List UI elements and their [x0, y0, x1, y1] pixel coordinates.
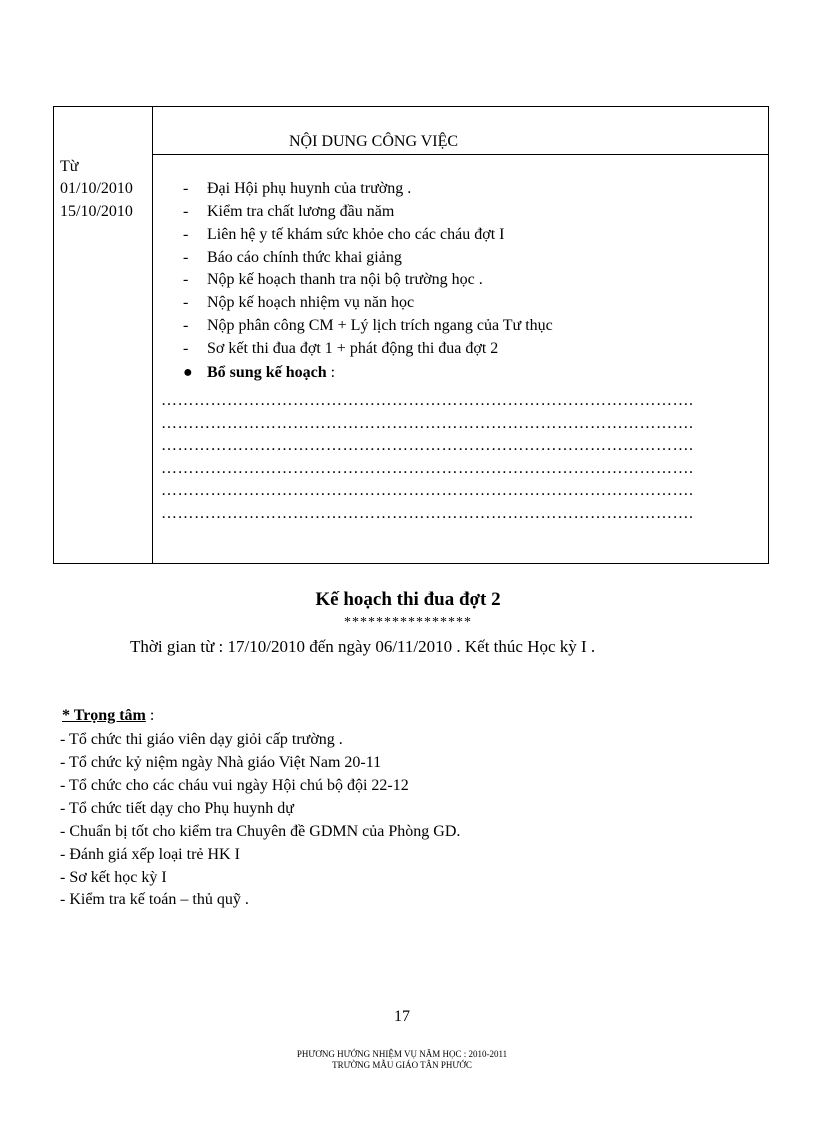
- blank-line: …………………………………………………………………………………….: [161, 460, 694, 477]
- date-end: 15/10/2010: [60, 203, 133, 220]
- task-item: - Nộp phân công CM + Lý lịch trích ngang của Tư thục: [183, 317, 553, 334]
- task-item: - Báo cáo chính thức khai giảng: [183, 249, 402, 266]
- plan-title: Kế hoạch thi đua đợt 2: [315, 589, 501, 610]
- plan-period: Thời gian từ : 17/10/2010 đến ngày 06/11/2010 . Kết thúc Học kỳ I .: [130, 637, 596, 656]
- focus-item: - Đánh giá xếp loại trẻ HK I: [60, 846, 240, 863]
- focus-item: - Chuẩn bị tốt cho kiểm tra Chuyên đề GDMN của Phòng GD.: [60, 823, 461, 840]
- focus-label: * Trọng tâm: [62, 707, 146, 724]
- supplement-item: ● Bổ sung kế hoạch :: [183, 364, 336, 381]
- date-start: 01/10/2010: [60, 180, 133, 197]
- blank-line: …………………………………………………………………………………….: [161, 415, 694, 432]
- blank-line: …………………………………………………………………………………….: [161, 437, 694, 454]
- task-item: - Kiểm tra chất lương đầu năm: [183, 203, 395, 220]
- content-header: NỘI DUNG CÔNG VIỆC: [289, 133, 459, 150]
- focus-heading: * Trọng tâm :: [62, 707, 155, 724]
- task-item: - Nộp kế hoạch thanh tra nội bộ trường học .: [183, 271, 483, 288]
- blank-line: …………………………………………………………………………………….: [161, 482, 694, 499]
- content-header-cell: [153, 107, 768, 155]
- focus-item: - Tổ chức cho các cháu vui ngày Hội chú bộ đội 22-12: [60, 777, 409, 794]
- task-item: - Liên hệ y tế khám sức khỏe cho các cháu đợt I: [183, 226, 505, 243]
- title-stars: ****************: [344, 615, 472, 630]
- blank-line: …………………………………………………………………………………….: [161, 505, 694, 522]
- task-item: - Sơ kết thi đua đợt 1 + phát động thi đua đợt 2: [183, 340, 499, 357]
- page-number: 17: [394, 1008, 410, 1025]
- focus-item: - Tổ chức tiết dạy cho Phụ huynh dự: [60, 800, 294, 817]
- supplement-label: Bổ sung kế hoạch: [207, 364, 327, 381]
- date-column: [54, 107, 153, 563]
- schedule-table: [53, 106, 769, 564]
- focus-item: - Tổ chức kỷ niệm ngày Nhà giáo Việt Nam 20-11: [60, 754, 382, 771]
- focus-item: - Kiểm tra kế toán – thủ quỹ .: [60, 891, 249, 908]
- task-item: - Nộp kế hoạch nhiệm vụ năn học: [183, 294, 415, 311]
- bullet-icon: ●: [183, 364, 193, 381]
- date-from-label: Từ: [60, 158, 79, 175]
- content-column: [153, 107, 768, 563]
- blank-line: …………………………………………………………………………………….: [161, 392, 694, 409]
- task-item: - Đại Hội phụ huynh của trường .: [183, 180, 412, 197]
- focus-item: - Tổ chức thi giáo viên dạy giỏi cấp trường .: [60, 731, 343, 748]
- footer-line-1: PHƯƠNG HƯỚNG NHIỆM VỤ NĂM HỌC : 2010-2011: [296, 1049, 508, 1059]
- footer-line-2: TRƯỜNG MẪU GIÁO TÂN PHƯỚC: [332, 1060, 472, 1070]
- focus-item: - Sơ kết học kỳ I: [60, 869, 167, 886]
